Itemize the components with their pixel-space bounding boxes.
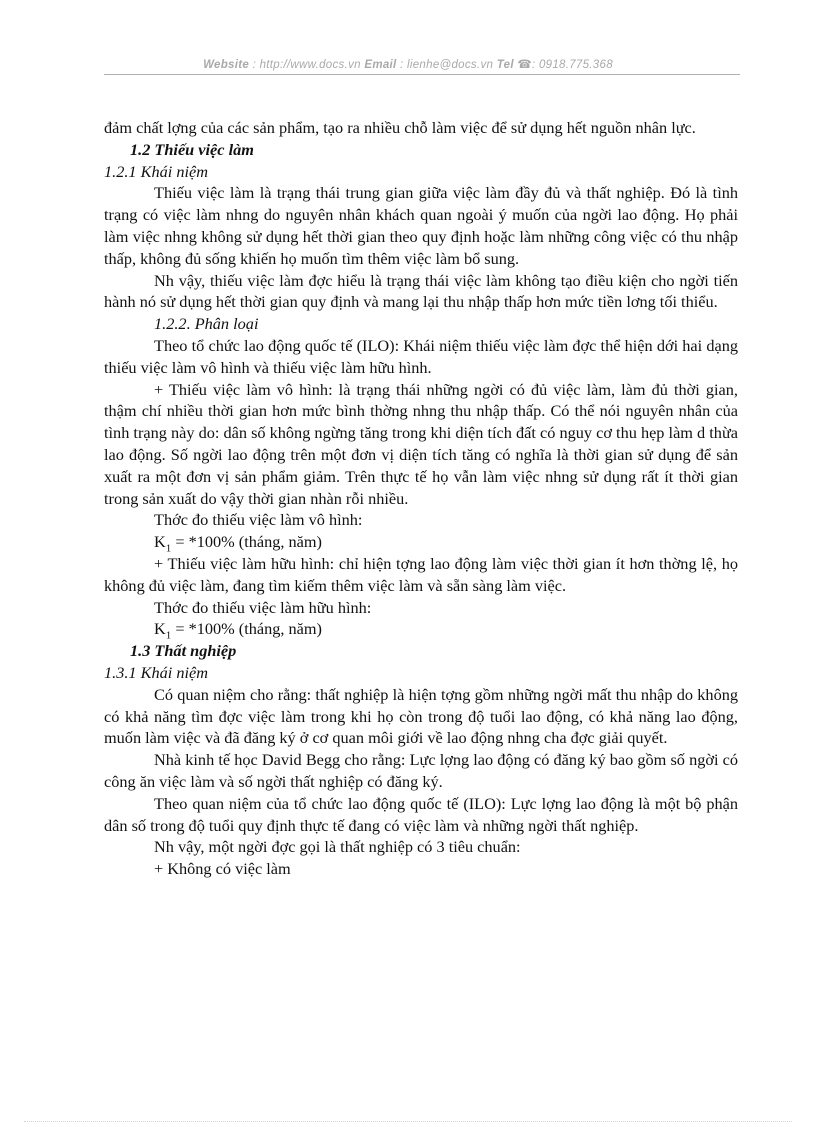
page-header: [0, 57, 816, 71]
paragraph-11: Nh vậy, một ngời đợc gọi là thất nghiệp có 3 tiêu chuẩn:: [154, 837, 521, 857]
heading-1-2-2: 1.2.2. Phân loại: [154, 314, 259, 334]
paragraph-10: Theo quan niệm của tổ chức lao động quốc tế (ILO): Lực lợng lao động là một bộ phận dân số trong độ tuổi quy định thực tế đang có việc làm và những ngời thất nghiệp.: [104, 793, 738, 835]
formula-1: $K_1 = *100\%$ (tháng, năm): [154, 532, 322, 555]
paragraph-8: Có quan niệm cho rằng: thất nghiệp là hiện tợng gồm những ngời mất thu nhập do không có khả năng tìm đợc việc làm trong khi họ còn trong độ tuổi lao động, có khả năng lao động, muốn làm việc và đã đăng ký ở cơ quan môi giới về lao động nhng cha đợc giải quyết.: [104, 684, 738, 748]
email-value: : lienhe@docs.vn: [400, 59, 494, 71]
heading-1-3-1: 1.3.1 Khái niệm: [104, 662, 209, 682]
paragraph-1: Thiếu việc làm là trạng thái trung gian giữa việc làm đầy đủ và thất nghiệp. Đó là tình trạng có việc làm nhng do nguyên nhân khách quan ngoài ý muốn của ngời lao động. Họ phải làm việc nhng không sử dụng hết thời gian theo quy định hoặc làm những công việc có thu nhập thấp, không đủ sống khiến họ muốn tìm thêm việc làm bổ sung.: [104, 183, 738, 268]
document-body: [104, 117, 738, 880]
footer-divider: [24, 1121, 792, 1122]
header-divider: [104, 74, 740, 75]
website-value: : http://www.docs.vn: [252, 59, 361, 71]
paragraph-intro: đảm chất lợng của các sản phẩm, tạo ra nhiều chỗ làm việc để sử dụng hết nguồn nhân lực.: [104, 118, 696, 137]
tel-label: Tel: [496, 59, 514, 71]
paragraph-9: Nhà kinh tế học David Begg cho rằng: Lực lợng lao động có đăng ký bao gồm số ngời có công ăn việc làm và số ngời thất nghiệp có đăng ký.: [104, 750, 738, 791]
heading-1-3: 1.3 Thất nghiệp: [130, 641, 237, 661]
heading-1-2-1: 1.2.1 Khái niệm: [104, 161, 209, 181]
paragraph-2: Nh vậy, thiếu việc làm đợc hiểu là trạng thái việc làm không tạo điều kiện cho ngời tiến hành nó sử dụng hết thời gian quy định và mang lại thu nhập thấp hơn mức tiền lơng tối thiểu.: [104, 270, 738, 312]
tel-value: : 0918.775.368: [531, 59, 613, 71]
paragraph-3: Theo tổ chức lao động quốc tế (ILO): Khái niệm thiếu việc làm đợc thể hiện dới hai dạng thiếu việc làm vô hình và thiếu việc làm hữu hình.: [104, 335, 738, 377]
paragraph-12: + Không có việc làm: [154, 859, 291, 879]
email-label: Email: [364, 59, 397, 71]
formula-2: $K_1 = *100\%$ (tháng, năm): [154, 619, 322, 642]
paragraph-7: Thớc đo thiếu việc làm hữu hình:: [154, 597, 372, 617]
paragraph-6: + Thiếu việc làm hữu hình: chỉ hiện tợng lao động làm việc thời gian ít hơn thờng lệ, họ không đủ việc làm, đang tìm kiếm thêm việc làm và sẵn sàng làm việc.: [104, 553, 738, 595]
phone-icon: ☎: [517, 59, 532, 71]
paragraph-5: Thớc đo thiếu việc làm vô hình:: [154, 510, 363, 530]
website-label: Website: [203, 59, 250, 71]
heading-1-2: 1.2 Thiếu việc làm: [130, 139, 254, 159]
paragraph-4: + Thiếu việc làm vô hình: là trạng thái những ngời có đủ việc làm, làm đủ thời gian, thậm chí nhiều thời gian hơn mức bình thờng nhng thu nhập thấp. Có thể nói nguyên nhân của tình trạng này do: dân số không ngừng tăng trong khi diện tích đất có nguy cơ thu hẹp làm d thừa lao động. Số ngời lao động trên một đơn vị diện tích tăng có nghĩa là thời gian sử dụng để sản xuất ra một đơn vị sản phẩm giảm. Trên thực tế họ vẫn làm việc nhng sử dụng rất ít thời gian trong sản xuất do vậy thời gian nhàn rỗi nhiều.: [104, 379, 738, 508]
